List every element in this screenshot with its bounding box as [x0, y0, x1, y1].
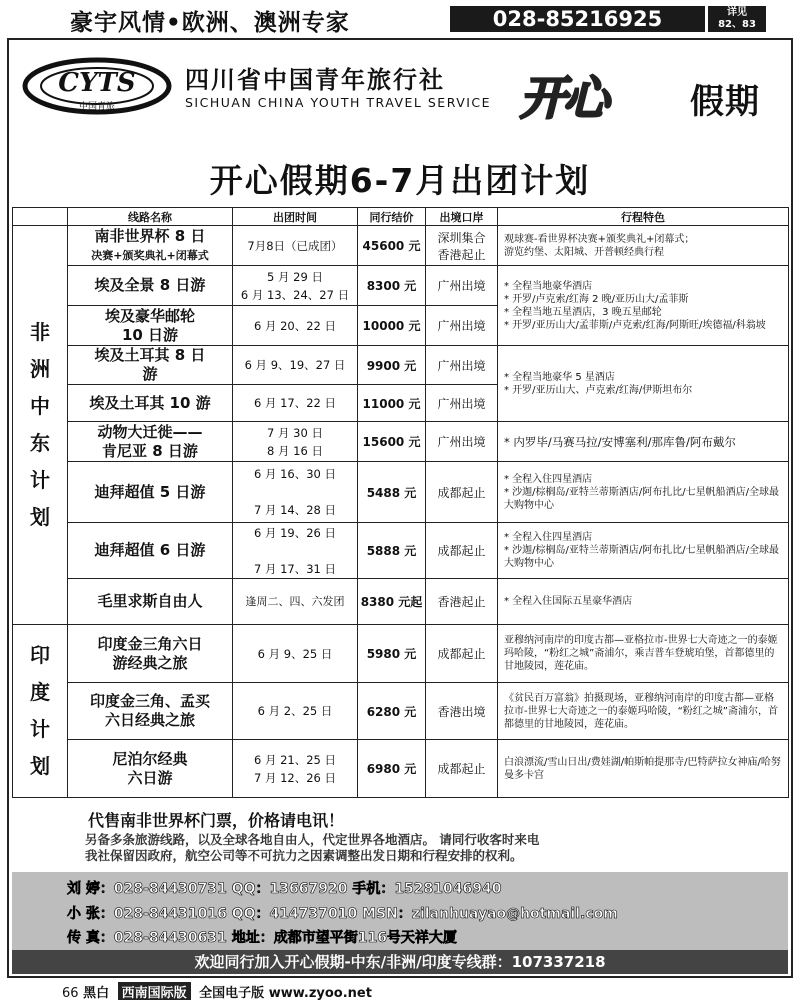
contact-box [12, 872, 788, 974]
see-label: 详见 [727, 7, 747, 18]
header-price: 同行结价 [358, 208, 426, 226]
banner-phone: 028-85216925 [450, 6, 705, 32]
route-port: 深圳集合 香港起止 [426, 226, 498, 266]
contact-zhang: 小 张：028-84431016 QQ：414737010 MSN：zilanhuayao@hotmail.com [67, 906, 618, 922]
happy-holiday-logo [520, 62, 785, 124]
edition-label: 全国电子版 www.zyoo.net [199, 986, 372, 1000]
route-price: 8380 元起 [358, 579, 426, 625]
region-africa-mideast: 非 洲 中 东 计 划 [13, 226, 68, 625]
table-header-row [13, 208, 789, 226]
route-date: 6 月 17、22 日 [233, 385, 358, 422]
table-row [13, 523, 789, 579]
route-name: 迪拜超值 5 日游 [68, 462, 233, 523]
route-price: 6980 元 [358, 740, 426, 798]
route-name: 埃及全景 8 日游 [68, 266, 233, 306]
route-port: 成都起止 [426, 740, 498, 798]
header-route: 线路名称 [68, 208, 233, 226]
happy-main-text: 开心 [520, 71, 606, 125]
route-port: 香港起止 [426, 579, 498, 625]
route-price: 15600 元 [358, 422, 426, 462]
route-name: 动物大迁徙—— 肯尼亚 8 日游 [68, 422, 233, 462]
route-port: 广州出境 [426, 346, 498, 385]
route-name: 印度金三角六日 游经典之旅 [68, 625, 233, 683]
route-port: 成都起止 [426, 462, 498, 523]
svg-text:CYTS: CYTS [58, 68, 136, 98]
route-price: 10000 元 [358, 306, 426, 346]
note-text: 另备多条旅游线路，以及全球各地自由人，代定世界各地酒店。 请同行收客时来电 我社保留因政府，航空公司等不可抗力之因素调整出发日期和行程安排的权利。 [85, 832, 540, 863]
route-price: 5980 元 [358, 625, 426, 683]
table-row [13, 740, 789, 798]
table-row [13, 346, 789, 385]
route-date: 7 月 30 日 8 月 16 日 [233, 422, 358, 462]
page-title: 开心假期6-7月出团计划 [209, 161, 591, 200]
table-row [13, 266, 789, 306]
route-port: 广州出境 [426, 385, 498, 422]
route-date: 逢周二、四、六发团 [233, 579, 358, 625]
header-port: 出境口岸 [426, 208, 498, 226]
color-label: 黑白 [83, 986, 110, 1000]
org-name-en: SICHUAN CHINA YOUTH TRAVEL SERVICE [185, 95, 492, 110]
page-number: 66 [62, 986, 79, 1000]
route-feature: 《贫民百万富翁》拍摄现场，亚穆纳河南岸的印度古都—亚格拉市-世界七大奇迹之一的泰姬玛哈陵，“粉红之城”斋浦尔，首都德里的甘地陵园，莲花庙。 [498, 683, 789, 740]
see-pages: 82、83 [718, 19, 756, 30]
tour-table [12, 207, 789, 798]
table-row [13, 422, 789, 462]
route-port: 成都起止 [426, 625, 498, 683]
table-row [13, 625, 789, 683]
route-port: 广州出境 [426, 306, 498, 346]
contact-banner: 欢迎同行加入开心假期-中东/非洲/印度专线群：107337218 [12, 950, 788, 974]
route-port: 成都起止 [426, 523, 498, 579]
route-date: 6 月 19、26 日 7 月 17、31 日 [233, 523, 358, 579]
header-date: 出团时间 [233, 208, 358, 226]
promo-text: 代售南非世界杯门票，价格请电讯！ [88, 811, 345, 830]
route-port: 香港出境 [426, 683, 498, 740]
top-banner [70, 4, 756, 36]
section-label: 西南国际版 [118, 982, 191, 1000]
route-feature: 观球赛-看世界杯决赛+颁奖典礼+闭幕式； 游览约堡、太阳城、开普顿经典行程 [498, 226, 789, 266]
route-port: 广州出境 [426, 266, 498, 306]
banner-brand: 豪宇风情•欧洲、澳洲专家 [70, 10, 350, 36]
route-sub: 决赛+颁奖典礼+闭幕式 [91, 248, 209, 262]
logo-text: 中国青旅 [78, 102, 116, 112]
route-name: 南非世界杯 8 日 决赛+颁奖典礼+闭幕式 [68, 226, 233, 266]
table-row [13, 683, 789, 740]
route-name: 毛里求斯自由人 [68, 579, 233, 625]
contact-fax: 传 真：028-84430631 地址：成都市望平街116号天祥大厦 [67, 930, 457, 946]
route-name: 埃及土耳其 10 游 [68, 385, 233, 422]
route-date: 6 月 20、22 日 [233, 306, 358, 346]
route-date: 6 月 9、25 日 [233, 625, 358, 683]
route-feature: * 全程当地豪华 5 星酒店 * 开罗/亚历山大、卢克索/红海/伊斯坦布尔 [498, 346, 789, 422]
route-date: 5 月 29 日 6 月 13、24、27 日 [233, 266, 358, 306]
route-price: 45600 元 [358, 226, 426, 266]
route-date: 6 月 21、25 日 7 月 12、26 日 [233, 740, 358, 798]
org-name-cn: 四川省中国青年旅行社 [185, 66, 445, 94]
route-name: 埃及豪华邮轮 10 日游 [68, 306, 233, 346]
route-price: 9900 元 [358, 346, 426, 385]
route-date: 6 月 2、25 日 [233, 683, 358, 740]
route-feature: * 全程入住四星酒店 * 沙迦/棕榈岛/亚特兰蒂斯酒店/阿布扎比/七星帆船酒店/全球最大购物中心 [498, 523, 789, 579]
route-port: 广州出境 [426, 422, 498, 462]
page-footer [62, 982, 372, 1000]
banner-see-pages [708, 6, 766, 32]
route-name: 尼泊尔经典 六日游 [68, 740, 233, 798]
route-date: 6 月 9、19、27 日 [233, 346, 358, 385]
table-row [13, 462, 789, 523]
table-row [13, 579, 789, 625]
route-feature: 亚穆纳河南岸的印度古都—亚格拉市-世界七大奇迹之一的泰姬玛哈陵，“粉红之城”斋浦尔，乘吉普车登琥珀堡，首都德里的甘地陵园，莲花庙。 [498, 625, 789, 683]
route-feature: * 内罗毕/马赛马拉/安博塞利/那库鲁/阿布戴尔 [498, 422, 789, 462]
route-price: 6280 元 [358, 683, 426, 740]
header-feature: 行程特色 [498, 208, 789, 226]
route-feature: 白浪漂流/雪山日出/费娃湖/帕斯帕提那寺/巴特萨拉女神庙/哈努曼多卡宫 [498, 740, 789, 798]
route-feature: * 全程入住国际五星豪华酒店 [498, 579, 789, 625]
cyts-logo [22, 57, 172, 115]
route-feature: * 全程入住四星酒店 * 沙迦/棕榈岛/亚特兰蒂斯酒店/阿布扎比/七星帆船酒店/全球最大购物中心 [498, 462, 789, 523]
region-india: 印 度 计 划 [13, 625, 68, 798]
route-price: 5488 元 [358, 462, 426, 523]
route-date: 7月8日（已成团） [233, 226, 358, 266]
table-row [13, 226, 789, 266]
route-feature: * 全程当地豪华酒店 * 开罗/卢克索/红海 2 晚/亚历山大/孟菲斯 * 全程当地五星酒店，3 晚五星邮轮 * 开罗/亚历山大/孟菲斯/卢克索/红海/阿斯旺/埃德福/科翁坡 [498, 266, 789, 346]
contact-liu: 刘 婷：028-84430731 QQ：13667920 手机：15281046940 [67, 881, 502, 897]
route-date: 6 月 16、30 日 7 月 14、28 日 [233, 462, 358, 523]
route-price: 8300 元 [358, 266, 426, 306]
header-region [13, 208, 68, 226]
happy-tail-text: 假期 [690, 82, 760, 122]
route-name: 埃及土耳其 8 日 游 [68, 346, 233, 385]
route-price: 11000 元 [358, 385, 426, 422]
route-name: 迪拜超值 6 日游 [68, 523, 233, 579]
route-price: 5888 元 [358, 523, 426, 579]
route-name: 印度金三角、孟买 六日经典之旅 [68, 683, 233, 740]
